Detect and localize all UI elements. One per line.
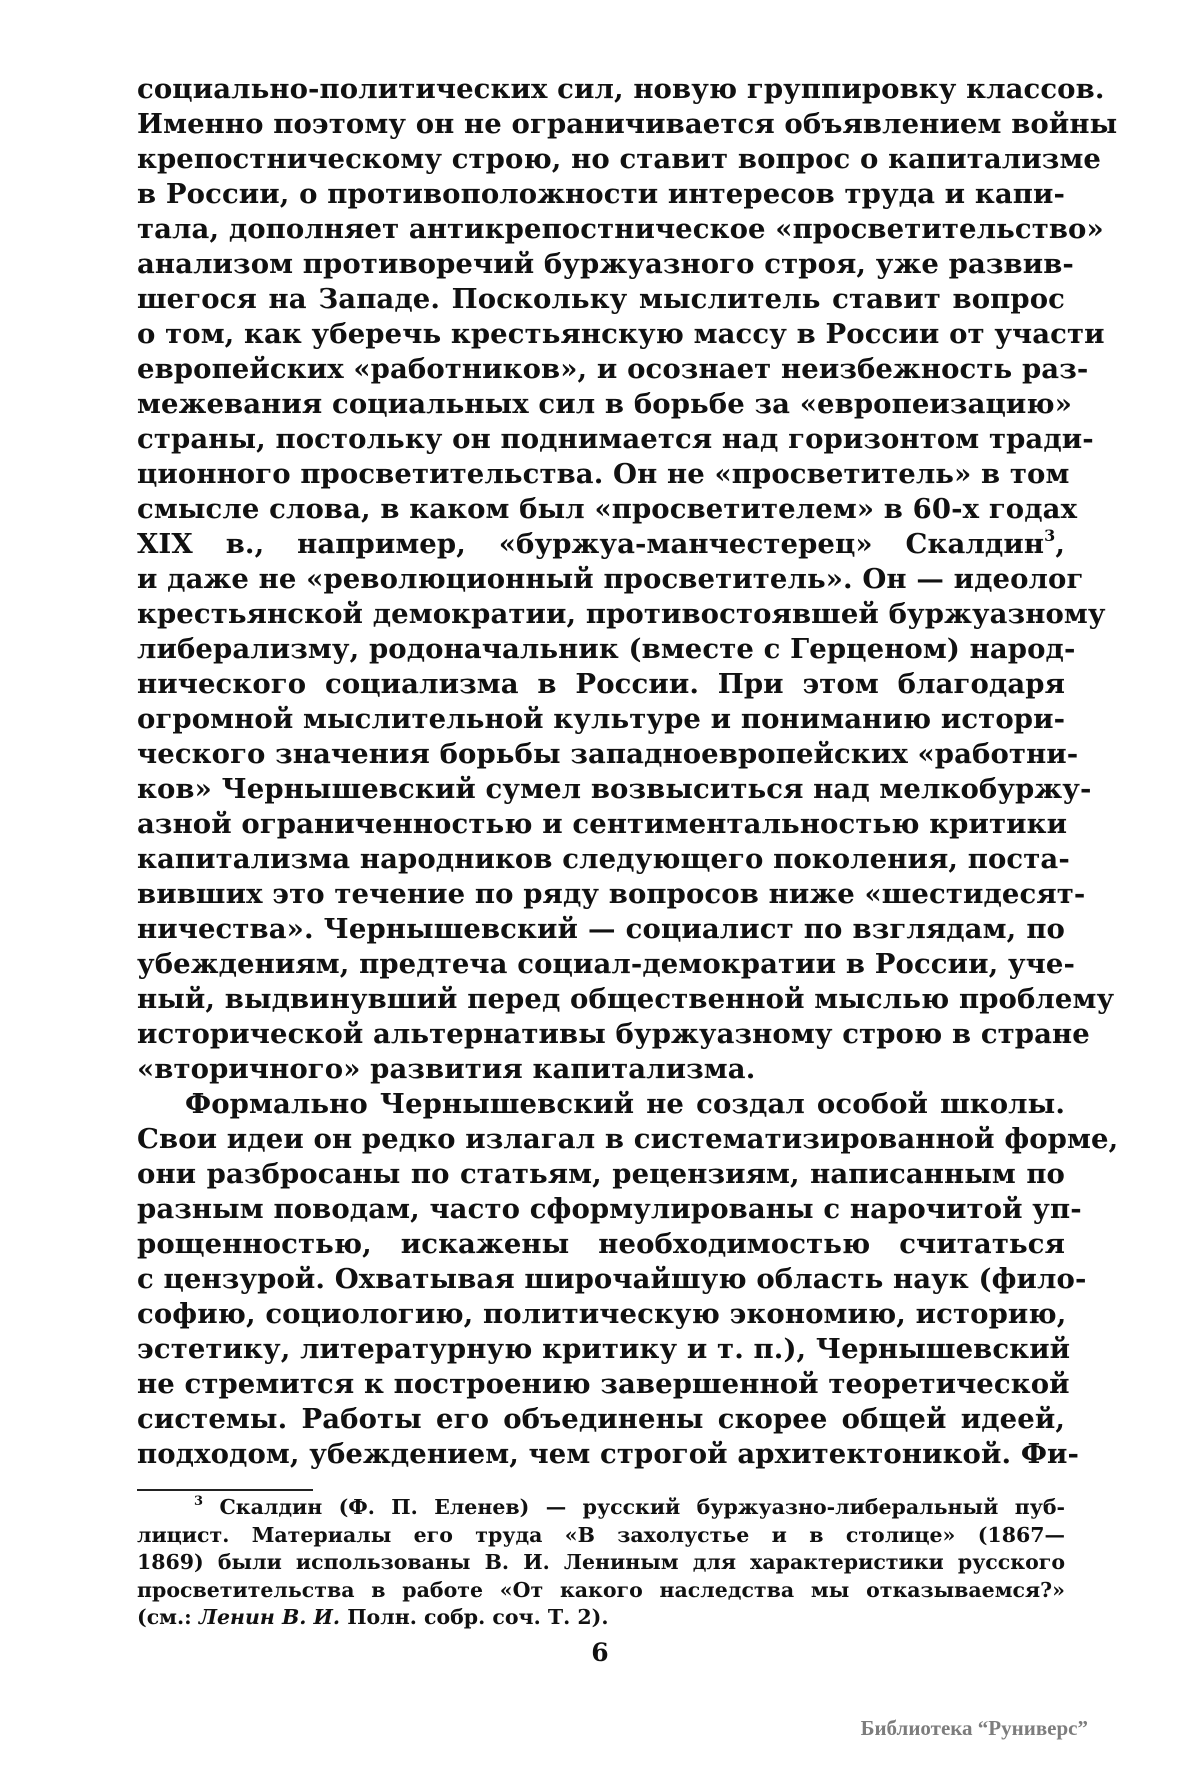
text-line: смысле слова, в каком был «просветителем» в 60-х годах — [137, 493, 1078, 525]
text-line: системы. Работы его объединены скорее общей идеей, — [137, 1403, 1065, 1435]
text-line: Свои идеи он редко излагал в систематизированной форме, — [137, 1123, 1119, 1155]
text-line: не стремится к построению завершенной теоретической — [137, 1368, 1070, 1400]
text-line: ческого значения борьбы западноевропейских «работни- — [137, 738, 1079, 770]
text-line: подходом, убеждением, чем строгой архитектоникой. Фи- — [137, 1438, 1080, 1470]
text-line: либерализму, родоначальник (вместе с Герценом) народ- — [137, 633, 1076, 665]
footnote-line: 1869) были использованы В. И. Лениным для характеристики русского — [137, 1550, 1065, 1574]
footnote-line: лицист. Материалы его труда «В захолустье и в столице» (1867— — [137, 1522, 1065, 1547]
text-line: в России, о противоположности интересов труда и капи- — [137, 178, 1065, 210]
text-line: капитализма народников следующего поколения, поста- — [137, 843, 1070, 875]
text-line: тала, дополняет антикрепостническое «просветительство» — [137, 213, 1104, 245]
footnote-text: Полн. собр. соч. Т. 2). — [347, 1605, 609, 1629]
text-line: межевания социальных сил в борьбе за «европеизацию» — [137, 388, 1072, 420]
text-line: ный, выдвинувший перед общественной мыслью проблему — [137, 983, 1115, 1015]
text-line: социально-политических сил, новую группировку классов. — [137, 73, 1105, 105]
text-line: о том, как уберечь крестьянскую массу в России от участи — [137, 318, 1105, 350]
text-line: вивших это течение по ряду вопросов ниже «шестидесят- — [137, 878, 1086, 910]
text-line: шегося на Западе. Поскольку мыслитель ставит вопрос — [137, 283, 1065, 315]
text-line: убеждениям, предтеча социал-демократии в России, уче- — [137, 948, 1076, 980]
text-line: анализом противоречий буржуазного строя, уже развив- — [137, 248, 1074, 280]
footnote-text: Скалдин (Ф. П. Еленев) — русский буржуазно-либеральный пуб- — [219, 1495, 1066, 1519]
footnote-line — [137, 1604, 1065, 1632]
text-line: огромной мыслительной культуре и пониманию истори- — [137, 703, 1066, 735]
footnote-line — [137, 1494, 1065, 1522]
text-line: исторической альтернативы буржуазному строю в стране — [137, 1018, 1090, 1050]
text-line: ничества». Чернышевский — социалист по взглядам, по — [137, 913, 1065, 945]
text-line: азной ограниченностью и сентиментальностью критики — [137, 808, 1068, 840]
text-line: софию, социологию, политическую экономию, историю, — [137, 1298, 1067, 1330]
footnote-text: (см.: — [137, 1605, 192, 1629]
footnote-divider — [137, 1489, 313, 1491]
text-line: «вторичного» развития капитализма. — [137, 1053, 756, 1085]
text-line: они разбросаны по статьям, рецензиям, написанным по — [137, 1158, 1065, 1190]
text-line: эстетику, литературную критику и т. п.), Чернышевский — [137, 1333, 1071, 1365]
text-line: европейских «работников», и осознает неизбежность раз- — [137, 353, 1089, 385]
paragraph-start-line: Формально Чернышевский не создал особой школы. — [185, 1088, 1065, 1120]
text-line: страны, постольку он поднимается над горизонтом тради- — [137, 423, 1094, 455]
text-fragment: , — [1055, 528, 1065, 560]
footnote-line: просветительства в работе «От какого наследства мы отказываемся?» — [137, 1577, 1065, 1602]
text-line: Именно поэтому он не ограничивается объявлением войны — [137, 108, 1118, 140]
text-line: ционного просветительства. Он не «просветитель» в том — [137, 458, 1070, 490]
footnote-marker: 3 — [194, 1494, 204, 1509]
text-line: рощенностью, искажены необходимостью считаться — [137, 1228, 1065, 1260]
text-line: разным поводам, часто сформулированы с нарочитой уп- — [137, 1193, 1082, 1225]
text-line: с цензурой. Охватывая широчайшую область наук (фило- — [137, 1263, 1087, 1295]
text-line-with-footnote-ref — [137, 527, 1065, 562]
text-line: нического социализма в России. При этом благодаря — [137, 668, 1065, 700]
text-line: ков» Чернышевский сумел возвыситься над мелкобуржу- — [137, 773, 1092, 805]
footnote-reference[interactable]: 3 — [1044, 526, 1056, 545]
text-line: крепостническому строю, но ставит вопрос о капитализме — [137, 143, 1102, 175]
footnote-block — [137, 1494, 1065, 1632]
footnote-author: Ленин В. И. — [198, 1605, 341, 1629]
library-watermark: Библиотека “Руниверс” — [860, 1716, 1088, 1740]
main-text — [137, 72, 1119, 1472]
page-number: 6 — [591, 1638, 609, 1667]
text-line: крестьянской демократии, противостоявшей буржуазному — [137, 598, 1106, 630]
text-fragment: XIX в., например, «буржуа-манчестерец» Скалдин — [137, 528, 1045, 560]
text-line: и даже не «революционный просветитель». Он — идеолог — [137, 563, 1084, 595]
